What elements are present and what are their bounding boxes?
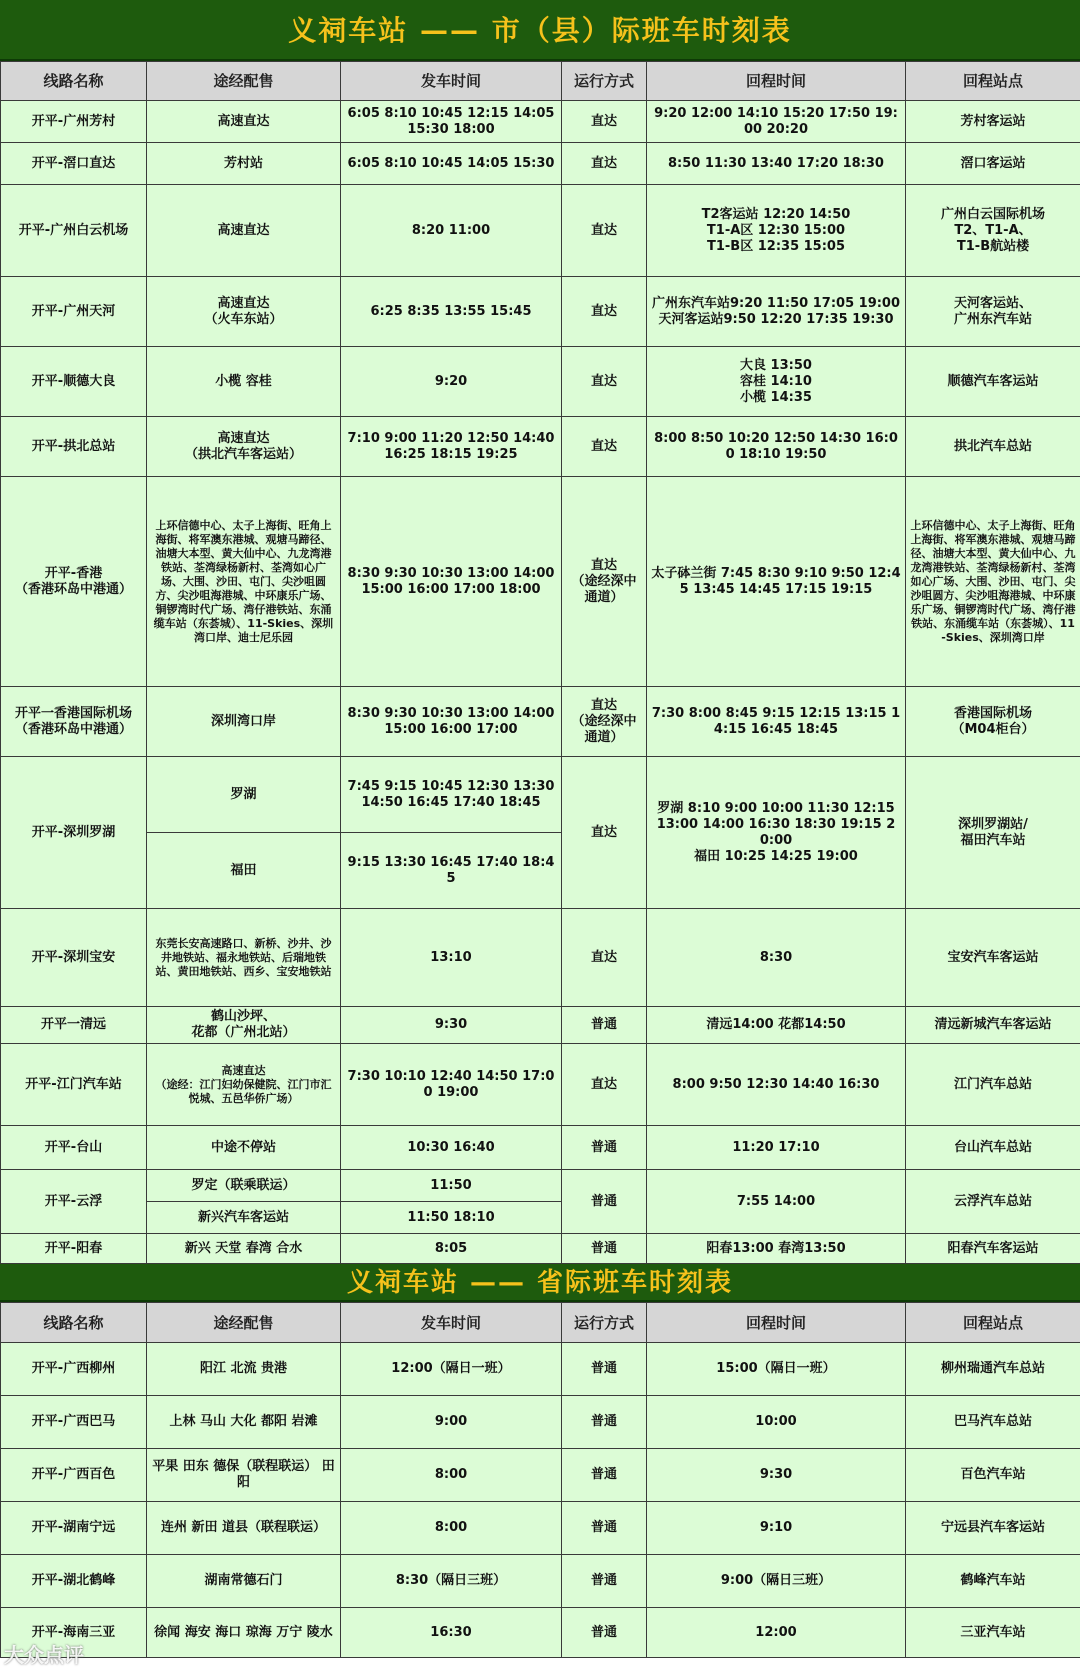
via-stops: 新兴 天堂 春湾 合水 bbox=[147, 1234, 341, 1264]
table-row bbox=[1, 477, 1080, 687]
table-row bbox=[1, 1044, 1080, 1126]
run-mode: 直达 bbox=[562, 417, 647, 477]
return-times: 9:30 bbox=[647, 1449, 906, 1502]
title-intercity: 义祠车站 —— 市（县）际班车时刻表 bbox=[0, 0, 1080, 61]
return-station: 三亚汽车站 bbox=[906, 1608, 1080, 1658]
return-times: 8:30 bbox=[647, 909, 906, 1007]
return-times: 8:50 11:30 13:40 17:20 18:30 bbox=[647, 143, 906, 185]
run-mode: 普通 bbox=[562, 1170, 647, 1234]
return-times: 9:20 12:00 14:10 15:20 17:50 19:00 20:20 bbox=[647, 101, 906, 143]
via-stops: 福田 bbox=[147, 833, 341, 909]
departure-times: 9:20 bbox=[341, 347, 562, 417]
departure-times: 8:00 bbox=[341, 1502, 562, 1555]
route-name: 开平-广西巴马 bbox=[1, 1396, 147, 1449]
route-name: 开平-江门汽车站 bbox=[1, 1044, 147, 1126]
table-row bbox=[1, 1170, 1080, 1202]
header-return-station: 回程站点 bbox=[906, 1303, 1080, 1343]
return-station: 拱北汽车总站 bbox=[906, 417, 1080, 477]
departure-times: 6:05 8:10 10:45 14:05 15:30 bbox=[341, 143, 562, 185]
table-row bbox=[1, 1343, 1080, 1396]
table-row bbox=[1, 185, 1080, 277]
return-station: 宝安汽车客运站 bbox=[906, 909, 1080, 1007]
run-mode: 直达 bbox=[562, 143, 647, 185]
route-name: 开平-香港 （香港环岛中港通） bbox=[1, 477, 147, 687]
route-name: 开平-拱北总站 bbox=[1, 417, 147, 477]
return-station: 顺德汽车客运站 bbox=[906, 347, 1080, 417]
run-mode: 普通 bbox=[562, 1126, 647, 1170]
return-times: 9:00（隔日三班） bbox=[647, 1555, 906, 1608]
return-times: 8:00 9:50 12:30 14:40 16:30 bbox=[647, 1044, 906, 1126]
route-name: 开平-广州天河 bbox=[1, 277, 147, 347]
return-times: 清远14:00 花都14:50 bbox=[647, 1007, 906, 1044]
table-row bbox=[1, 687, 1080, 757]
via-stops: 阳江 北流 贵港 bbox=[147, 1343, 341, 1396]
return-times: 7:30 8:00 8:45 9:15 12:15 13:15 14:15 16:45 18:45 bbox=[647, 687, 906, 757]
table-row bbox=[1, 277, 1080, 347]
watermark-logo: 大众点评 bbox=[4, 1643, 84, 1667]
return-times: 太子砵兰街 7:45 8:30 9:10 9:50 12:45 13:45 14:45 17:15 19:15 bbox=[647, 477, 906, 687]
route-name: 开平-滘口直达 bbox=[1, 143, 147, 185]
return-times: 8:00 8:50 10:20 12:50 14:30 16:00 18:10 19:50 bbox=[647, 417, 906, 477]
run-mode: 普通 bbox=[562, 1007, 647, 1044]
departure-times: 7:45 9:15 10:45 12:30 13:30 14:50 16:45 17:40 18:45 bbox=[341, 757, 562, 833]
via-stops: 中途不停站 bbox=[147, 1126, 341, 1170]
via-stops: 湖南常德石门 bbox=[147, 1555, 341, 1608]
run-mode: 直达 （途经深中通道） bbox=[562, 477, 647, 687]
run-mode: 普通 bbox=[562, 1608, 647, 1658]
return-times: 10:00 bbox=[647, 1396, 906, 1449]
return-station: 巴马汽车总站 bbox=[906, 1396, 1080, 1449]
via-stops: 徐闻 海安 海口 琼海 万宁 陵水 bbox=[147, 1608, 341, 1658]
via-stops: 上环信德中心、太子上海街、旺角上海街、将军澳东港城、观塘马蹄径、油塘大本型、黄大仙中心、九龙湾港铁站、荃湾绿杨新村、荃湾如心广场、大围、沙田、屯门、尖沙咀圆方、尖沙咀海港城、中环康乐广场、铜锣湾时代广场、湾仔港铁站、东涌缆车站（东荟城）、11-Skies、深圳湾口岸、迪士尼乐园 bbox=[147, 477, 341, 687]
via-stops: 高速直达 （途经：江门妇幼保健院、江门市汇悦城、五邑华侨广场） bbox=[147, 1044, 341, 1126]
departure-times: 7:10 9:00 11:20 12:50 14:40 16:25 18:15 19:25 bbox=[341, 417, 562, 477]
departure-times: 12:00（隔日一班） bbox=[341, 1343, 562, 1396]
header-mode: 运行方式 bbox=[562, 1303, 647, 1343]
return-times: 罗湖 8:10 9:00 10:00 11:30 12:15 13:00 14:00 16:30 18:30 19:15 20:00 福田 10:25 14:25 19:00 bbox=[647, 757, 906, 909]
header-return-station: 回程站点 bbox=[906, 62, 1080, 101]
return-station: 阳春汽车客运站 bbox=[906, 1234, 1080, 1264]
run-mode: 直达 bbox=[562, 101, 647, 143]
route-name: 开平-广西柳州 bbox=[1, 1343, 147, 1396]
run-mode: 直达 （途经深中通道） bbox=[562, 687, 647, 757]
table-row bbox=[1, 909, 1080, 1007]
route-name: 开平-湖南宁远 bbox=[1, 1502, 147, 1555]
route-name: 开平-深圳宝安 bbox=[1, 909, 147, 1007]
route-name: 开平-广州芳村 bbox=[1, 101, 147, 143]
via-stops: 高速直达 bbox=[147, 185, 341, 277]
via-stops: 上林 马山 大化 都阳 岩滩 bbox=[147, 1396, 341, 1449]
title-interprovincial: 义祠车站 —— 省际班车时刻表 bbox=[0, 1264, 1080, 1302]
via-stops: 东莞长安高速路口、新桥、沙井、沙井地铁站、福永地铁站、后瑞地铁站、黄田地铁站、西乡、宝安地铁站 bbox=[147, 909, 341, 1007]
return-station: 天河客运站、 广州东汽车站 bbox=[906, 277, 1080, 347]
run-mode: 普通 bbox=[562, 1343, 647, 1396]
route-name: 开平-湖北鹤峰 bbox=[1, 1555, 147, 1608]
via-stops: 鹤山沙坪、 花都（广州北站） bbox=[147, 1007, 341, 1044]
return-times: 11:20 17:10 bbox=[647, 1126, 906, 1170]
return-station: 香港国际机场 （M04柜台） bbox=[906, 687, 1080, 757]
return-station: 宁远县汽车客运站 bbox=[906, 1502, 1080, 1555]
via-stops: 连州 新田 道县（联程联运） bbox=[147, 1502, 341, 1555]
return-station: 清远新城汽车客运站 bbox=[906, 1007, 1080, 1044]
via-stops: 小榄 容桂 bbox=[147, 347, 341, 417]
run-mode: 普通 bbox=[562, 1396, 647, 1449]
header-mode: 运行方式 bbox=[562, 62, 647, 101]
header-via: 途经配售 bbox=[147, 62, 341, 101]
route-name: 开平一清远 bbox=[1, 1007, 147, 1044]
route-name: 开平-台山 bbox=[1, 1126, 147, 1170]
return-station: 台山汽车总站 bbox=[906, 1126, 1080, 1170]
return-station: 百色汽车站 bbox=[906, 1449, 1080, 1502]
table-row bbox=[1, 1608, 1080, 1658]
return-station: 鹤峰汽车站 bbox=[906, 1555, 1080, 1608]
header-route: 线路名称 bbox=[1, 62, 147, 101]
return-times: 7:55 14:00 bbox=[647, 1170, 906, 1234]
via-stops: 高速直达 （火车东站） bbox=[147, 277, 341, 347]
table-row bbox=[1, 1234, 1080, 1264]
departure-times: 8:30（隔日三班） bbox=[341, 1555, 562, 1608]
table-row bbox=[1, 347, 1080, 417]
route-name: 开平-广州白云机场 bbox=[1, 185, 147, 277]
departure-times: 16:30 bbox=[341, 1608, 562, 1658]
return-station: 滘口客运站 bbox=[906, 143, 1080, 185]
return-station: 芳村客运站 bbox=[906, 101, 1080, 143]
table-row bbox=[1, 1396, 1080, 1449]
run-mode: 普通 bbox=[562, 1502, 647, 1555]
route-name: 开平一香港国际机场 （香港环岛中港通） bbox=[1, 687, 147, 757]
route-name: 开平-阳春 bbox=[1, 1234, 147, 1264]
table-row bbox=[1, 1007, 1080, 1044]
return-times: 广州东汽车站9:20 11:50 17:05 19:00 天河客运站9:50 12:20 17:35 19:30 bbox=[647, 277, 906, 347]
route-name: 开平-云浮 bbox=[1, 1170, 147, 1234]
table-row bbox=[1, 1502, 1080, 1555]
run-mode: 直达 bbox=[562, 185, 647, 277]
table-intercity bbox=[0, 61, 1080, 1264]
return-times: 15:00（隔日一班） bbox=[647, 1343, 906, 1396]
departure-times: 8:20 11:00 bbox=[341, 185, 562, 277]
return-station: 柳州瑞通汽车总站 bbox=[906, 1343, 1080, 1396]
departure-times: 6:25 8:35 13:55 15:45 bbox=[341, 277, 562, 347]
via-stops: 新兴汽车客运站 bbox=[147, 1202, 341, 1234]
table-interprovincial bbox=[0, 1302, 1080, 1658]
via-stops: 高速直达 bbox=[147, 101, 341, 143]
route-name: 开平-广西百色 bbox=[1, 1449, 147, 1502]
table-row bbox=[1, 757, 1080, 833]
return-station: 深圳罗湖站/ 福田汽车站 bbox=[906, 757, 1080, 909]
return-times: 大良 13:50 容桂 14:10 小榄 14:35 bbox=[647, 347, 906, 417]
table-row bbox=[1, 143, 1080, 185]
route-name: 开平-海南三亚 bbox=[1, 1608, 147, 1658]
run-mode: 普通 bbox=[562, 1555, 647, 1608]
departure-times: 9:00 bbox=[341, 1396, 562, 1449]
departure-times: 8:05 bbox=[341, 1234, 562, 1264]
via-stops: 高速直达 （拱北汽车客运站） bbox=[147, 417, 341, 477]
run-mode: 普通 bbox=[562, 1449, 647, 1502]
run-mode: 直达 bbox=[562, 757, 647, 909]
table-row bbox=[1, 417, 1080, 477]
return-station: 上环信德中心、太子上海街、旺角上海街、将军澳东港城、观塘马蹄径、油塘大本型、黄大仙中心、九龙湾港铁站、荃湾绿杨新村、荃湾如心广场、大围、沙田、屯门、尖沙咀圆方、尖沙咀海港城、中环康乐广场、铜锣湾时代广场、湾仔港铁站、东涌缆车站（东荟城）、11-Skies、深圳湾口岸 bbox=[906, 477, 1080, 687]
return-times: T2客运站 12:20 14:50 T1-A区 12:30 15:00 T1-B区 12:35 15:05 bbox=[647, 185, 906, 277]
header-via: 途经配售 bbox=[147, 1303, 341, 1343]
table-row bbox=[1, 1449, 1080, 1502]
return-times: 12:00 bbox=[647, 1608, 906, 1658]
via-stops: 芳村站 bbox=[147, 143, 341, 185]
table-row bbox=[1, 101, 1080, 143]
departure-times: 8:30 9:30 10:30 13:00 14:00 15:00 16:00 17:00 bbox=[341, 687, 562, 757]
header-departure: 发车时间 bbox=[341, 1303, 562, 1343]
departure-times: 13:10 bbox=[341, 909, 562, 1007]
return-times: 阳春13:00 春湾13:50 bbox=[647, 1234, 906, 1264]
run-mode: 直达 bbox=[562, 277, 647, 347]
header-return: 回程时间 bbox=[647, 62, 906, 101]
departure-times: 8:00 bbox=[341, 1449, 562, 1502]
return-times: 9:10 bbox=[647, 1502, 906, 1555]
departure-times: 9:15 13:30 16:45 17:40 18:45 bbox=[341, 833, 562, 909]
run-mode: 直达 bbox=[562, 347, 647, 417]
via-stops: 深圳湾口岸 bbox=[147, 687, 341, 757]
table-row bbox=[1, 1126, 1080, 1170]
via-stops: 罗湖 bbox=[147, 757, 341, 833]
route-name: 开平-顺德大良 bbox=[1, 347, 147, 417]
via-stops: 平果 田东 德保（联程联运） 田阳 bbox=[147, 1449, 341, 1502]
departure-times: 7:30 10:10 12:40 14:50 17:00 19:00 bbox=[341, 1044, 562, 1126]
departure-times: 9:30 bbox=[341, 1007, 562, 1044]
route-name: 开平-深圳罗湖 bbox=[1, 757, 147, 909]
departure-times: 11:50 bbox=[341, 1170, 562, 1202]
departure-times: 8:30 9:30 10:30 13:00 14:00 15:00 16:00 17:00 18:00 bbox=[341, 477, 562, 687]
run-mode: 直达 bbox=[562, 1044, 647, 1126]
run-mode: 普通 bbox=[562, 1234, 647, 1264]
departure-times: 10:30 16:40 bbox=[341, 1126, 562, 1170]
departure-times: 11:50 18:10 bbox=[341, 1202, 562, 1234]
header-return: 回程时间 bbox=[647, 1303, 906, 1343]
via-stops: 罗定（联乘联运） bbox=[147, 1170, 341, 1202]
return-station: 江门汽车总站 bbox=[906, 1044, 1080, 1126]
return-station: 云浮汽车总站 bbox=[906, 1170, 1080, 1234]
run-mode: 直达 bbox=[562, 909, 647, 1007]
table-row bbox=[1, 1555, 1080, 1608]
header-route: 线路名称 bbox=[1, 1303, 147, 1343]
departure-times: 6:05 8:10 10:45 12:15 14:05 15:30 18:00 bbox=[341, 101, 562, 143]
header-departure: 发车时间 bbox=[341, 62, 562, 101]
return-station: 广州白云国际机场 T2、T1-A、 T1-B航站楼 bbox=[906, 185, 1080, 277]
